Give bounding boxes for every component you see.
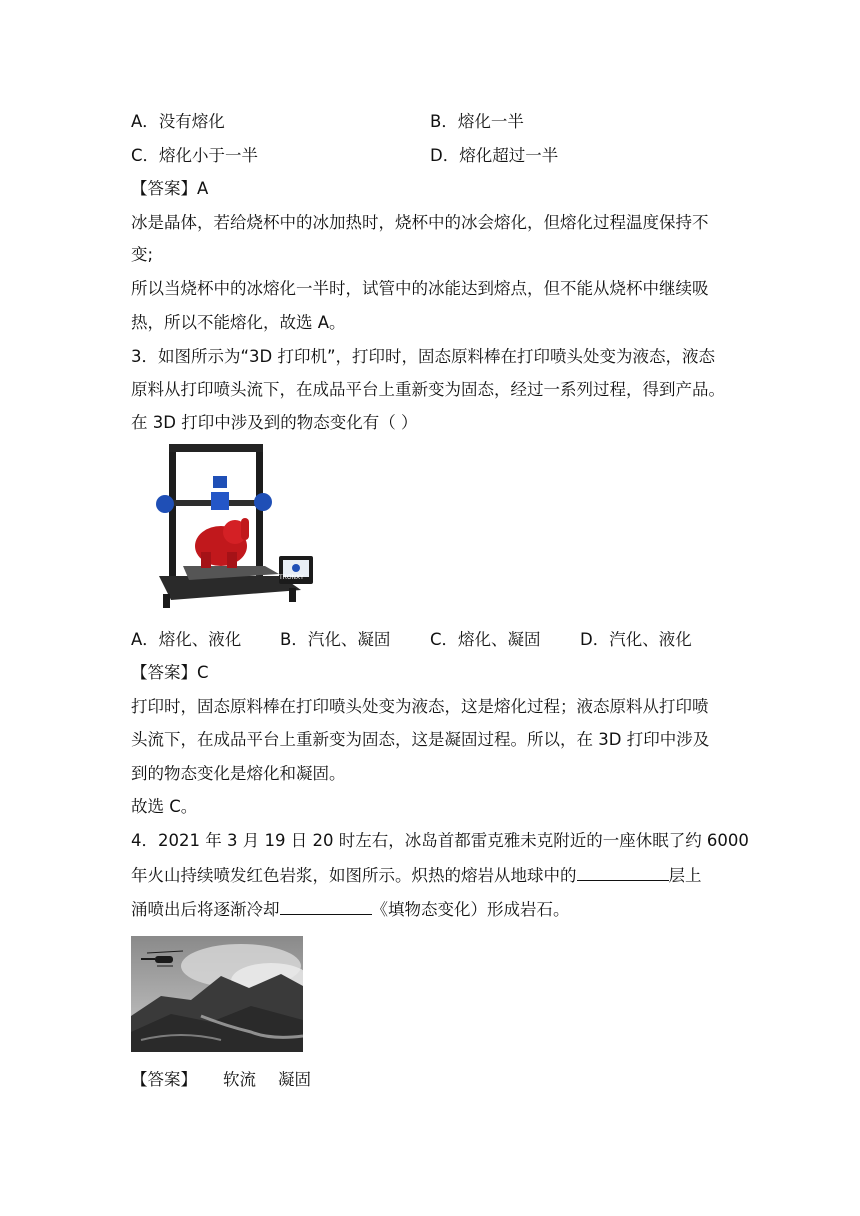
q3-explanation-line: 头流下，在成品平台上重新变为固态，这是凝固过程。所以，在 3D 打印中涉及 xyxy=(131,730,710,749)
q2-option-a: A．没有熔化 xyxy=(131,112,225,131)
q3-option-b: B．汽化、凝固 xyxy=(280,630,391,649)
q3-stem-line: 在 3D 打印中涉及到的物态变化有（ ） xyxy=(131,413,418,432)
q3-explanation-line: 故选 C。 xyxy=(131,797,198,816)
volcano-photo xyxy=(131,936,303,1052)
q4-stem-text: 层上 xyxy=(668,866,702,885)
q3-stem-line: 原料从打印喷头流下，在成品平台上重新变为固态，经过一系列过程，得到产品。 xyxy=(131,380,725,399)
q4-answer-2: 凝固 xyxy=(278,1070,311,1089)
q4-stem-line: 4．2021 年 3 月 19 日 20 时左右，冰岛首都雷克雅未克附近的一座休眠了约 6000 xyxy=(131,831,749,850)
printer-figure xyxy=(131,440,319,616)
q2-explanation-line: 变; xyxy=(131,245,154,264)
q2-answer: 【答案】A xyxy=(131,179,209,198)
q4-stem-text: 年火山持续喷发红色岩浆，如图所示。炽热的熔岩从地球中的 xyxy=(131,866,577,885)
q2-explanation-line: 冰是晶体，若给烧杯中的冰加热时，烧杯中的冰会熔化，但熔化过程温度保持不 xyxy=(131,213,709,232)
printer-brand-label: TRONXY xyxy=(279,574,304,581)
q3-explanation-line: 打印时，固态原料棒在打印喷头处变为液态，这是熔化过程；液态原料从打印喷 xyxy=(131,697,709,716)
q3-stem-line: 3．如图所示为“3D 打印机”，打印时，固态原料棒在打印喷头处变为液态，液态 xyxy=(131,347,716,366)
q4-stem-line xyxy=(131,898,570,921)
q4-blank-1 xyxy=(577,864,669,881)
q4-blank-2 xyxy=(280,898,372,915)
q2-explanation-line: 所以当烧杯中的冰熔化一半时，试管中的冰能达到熔点，但不能从烧杯中继续吸 xyxy=(131,279,709,298)
q4-stem-text: 涌喷出后将逐渐冷却 xyxy=(131,900,280,919)
q2-option-b: B．熔化一半 xyxy=(430,112,524,131)
q4-stem-text: 《填物态变化）形成岩石。 xyxy=(371,900,570,919)
q4-answer-1: 软流 xyxy=(223,1070,256,1089)
q4-stem-line xyxy=(131,864,702,887)
q3-option-d: D．汽化、液化 xyxy=(580,630,692,649)
q3-answer: 【答案】C xyxy=(131,663,209,682)
q3-option-c: C．熔化、凝固 xyxy=(430,630,541,649)
q4-answer-label: 【答案】 xyxy=(131,1070,197,1089)
q4-answer xyxy=(131,1069,311,1091)
q3-option-a: A．熔化、液化 xyxy=(131,630,242,649)
q3-explanation-line: 到的物态变化是熔化和凝固。 xyxy=(131,764,346,783)
q2-option-c: C．熔化小于一半 xyxy=(131,146,259,165)
q2-option-d: D．熔化超过一半 xyxy=(430,146,559,165)
q2-explanation-line: 热，所以不能熔化，故选 A。 xyxy=(131,313,346,332)
